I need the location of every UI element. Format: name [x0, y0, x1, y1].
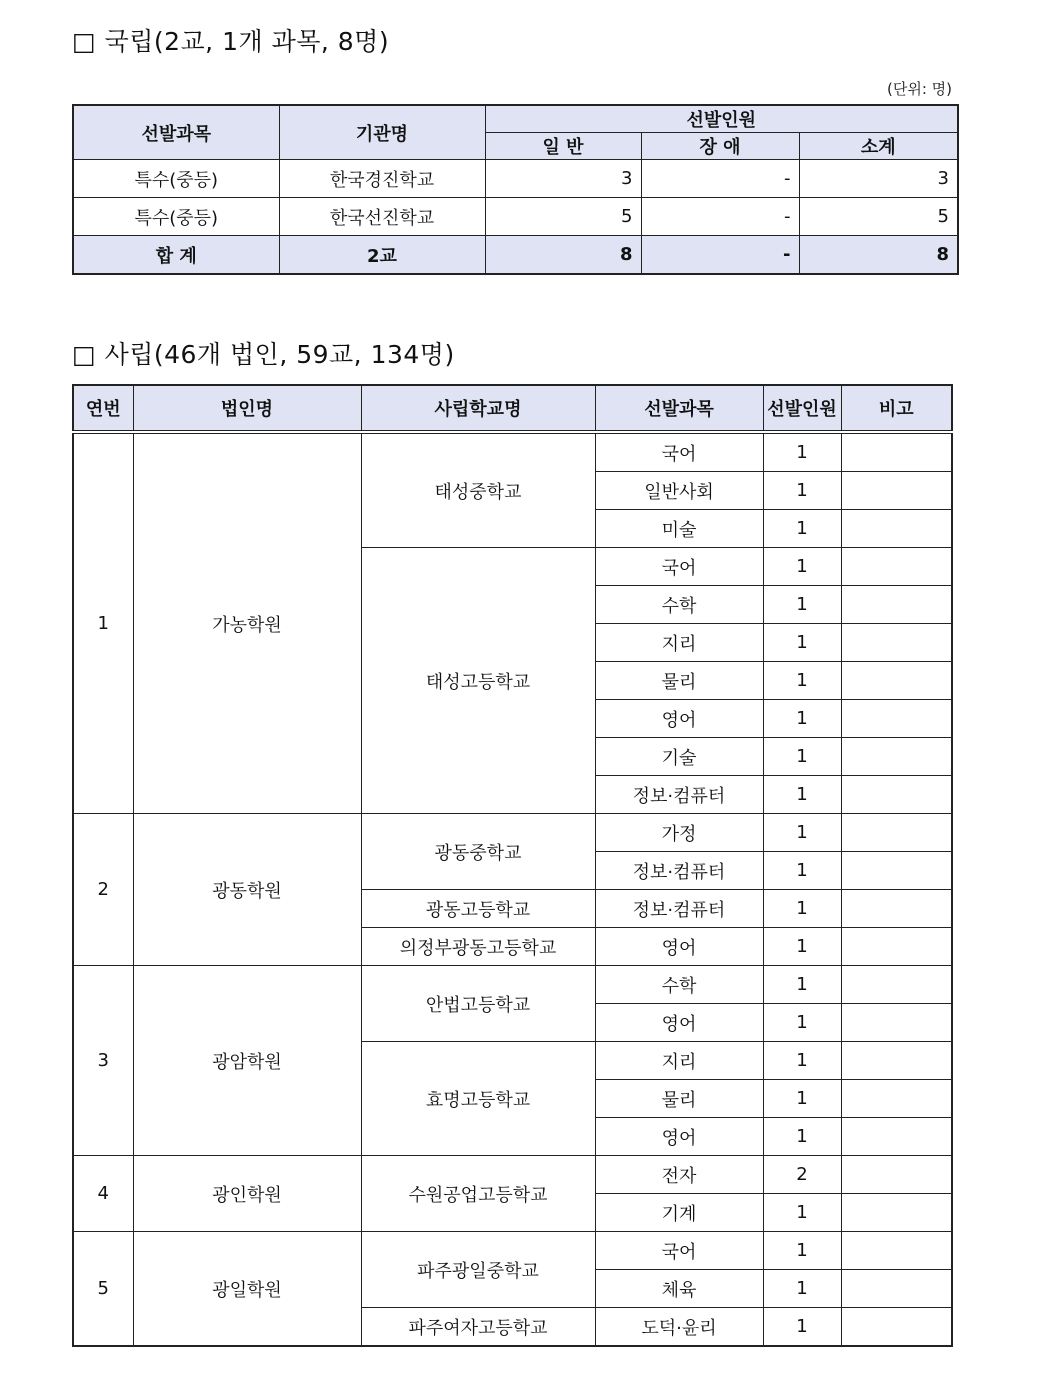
cell-subject: 영어: [595, 928, 763, 966]
cell-note: [841, 472, 952, 510]
cell-subject: 기술: [595, 738, 763, 776]
cell-no: 1: [73, 432, 133, 814]
national-table: [72, 104, 959, 275]
cell-subject: 영어: [595, 1004, 763, 1042]
cell-count: 1: [763, 586, 841, 624]
cell-note: [841, 1004, 952, 1042]
cell-note: [841, 738, 952, 776]
cell-subject: 정보·컴퓨터: [595, 852, 763, 890]
cell-school-name: 파주여자고등학교: [361, 1308, 595, 1347]
cell-subject: 물리: [595, 1080, 763, 1118]
cell-no: 2: [73, 814, 133, 966]
total-subtotal: 8: [799, 236, 958, 275]
cell-corp-name: 광인학원: [133, 1156, 361, 1232]
cell-subject: 특수(중등): [73, 198, 279, 236]
cell-no: 4: [73, 1156, 133, 1232]
table-row: [73, 198, 958, 236]
cell-count: 1: [763, 966, 841, 1004]
cell-note: [841, 852, 952, 890]
total-institution: 2교: [279, 236, 485, 275]
cell-count: 1: [763, 700, 841, 738]
header-subject: 선발과목: [595, 385, 763, 432]
cell-note: [841, 1118, 952, 1156]
cell-note: [841, 510, 952, 548]
cell-no: 5: [73, 1232, 133, 1347]
total-general: 8: [485, 236, 641, 275]
cell-subject: 지리: [595, 1042, 763, 1080]
cell-subject: 수학: [595, 966, 763, 1004]
cell-general: 3: [485, 160, 641, 198]
total-label: 합 계: [73, 236, 279, 275]
cell-school-name: 태성중학교: [361, 432, 595, 548]
header-note: 비고: [841, 385, 952, 432]
cell-count: 1: [763, 852, 841, 890]
cell-subject: 국어: [595, 1232, 763, 1270]
cell-subject: 체육: [595, 1270, 763, 1308]
cell-subject: 가정: [595, 814, 763, 852]
cell-corp-name: 가농학원: [133, 432, 361, 814]
header-subtotal: 소계: [799, 133, 958, 160]
cell-corp-name: 광암학원: [133, 966, 361, 1156]
cell-note: [841, 624, 952, 662]
cell-subject: 도덕·윤리: [595, 1308, 763, 1347]
header-corp: 법인명: [133, 385, 361, 432]
header-disabled: 장 애: [641, 133, 799, 160]
cell-subject: 영어: [595, 1118, 763, 1156]
cell-school-name: 광동고등학교: [361, 890, 595, 928]
header-subject: 선발과목: [73, 105, 279, 160]
cell-count: 1: [763, 1308, 841, 1347]
cell-school-name: 수원공업고등학교: [361, 1156, 595, 1232]
header-no: 연번: [73, 385, 133, 432]
cell-subject: 정보·컴퓨터: [595, 776, 763, 814]
cell-count: 1: [763, 776, 841, 814]
cell-corp-name: 광일학원: [133, 1232, 361, 1347]
cell-school-name: 안법고등학교: [361, 966, 595, 1042]
cell-count: 1: [763, 662, 841, 700]
cell-corp-name: 광동학원: [133, 814, 361, 966]
cell-note: [841, 700, 952, 738]
cell-note: [841, 1156, 952, 1194]
cell-note: [841, 432, 952, 472]
cell-disabled: -: [641, 198, 799, 236]
table-row: [73, 1232, 952, 1270]
cell-count: 1: [763, 1270, 841, 1308]
cell-subject: 지리: [595, 624, 763, 662]
cell-count: 1: [763, 1232, 841, 1270]
cell-note: [841, 586, 952, 624]
cell-subtotal: 5: [799, 198, 958, 236]
cell-note: [841, 1308, 952, 1347]
cell-count: 1: [763, 1004, 841, 1042]
cell-subject: 국어: [595, 548, 763, 586]
cell-note: [841, 1194, 952, 1232]
cell-disabled: -: [641, 160, 799, 198]
cell-count: 1: [763, 548, 841, 586]
header-institution: 기관명: [279, 105, 485, 160]
cell-subject: 전자: [595, 1156, 763, 1194]
cell-note: [841, 1080, 952, 1118]
national-section-title: □ 국립(2교, 1개 과목, 8명): [72, 27, 390, 56]
cell-subject: 영어: [595, 700, 763, 738]
cell-note: [841, 1232, 952, 1270]
cell-note: [841, 928, 952, 966]
cell-subject: 일반사회: [595, 472, 763, 510]
cell-institution: 한국선진학교: [279, 198, 485, 236]
cell-count: 1: [763, 510, 841, 548]
cell-count: 1: [763, 432, 841, 472]
unit-label: (단위: 명): [887, 80, 952, 98]
cell-note: [841, 1042, 952, 1080]
table-row: [73, 814, 952, 852]
cell-count: 1: [763, 1080, 841, 1118]
cell-subject: 특수(중등): [73, 160, 279, 198]
cell-school-name: 태성고등학교: [361, 548, 595, 814]
cell-count: 1: [763, 624, 841, 662]
private-section-title: □ 사립(46개 법인, 59교, 134명): [72, 340, 455, 369]
cell-note: [841, 776, 952, 814]
cell-school-name: 광동중학교: [361, 814, 595, 890]
cell-count: 1: [763, 1118, 841, 1156]
header-general: 일 반: [485, 133, 641, 160]
cell-subject: 물리: [595, 662, 763, 700]
cell-subject: 국어: [595, 432, 763, 472]
header-count: 선발인원: [763, 385, 841, 432]
total-row: [73, 236, 958, 275]
cell-institution: 한국경진학교: [279, 160, 485, 198]
cell-count: 1: [763, 1042, 841, 1080]
cell-school-name: 의정부광동고등학교: [361, 928, 595, 966]
table-row: [73, 966, 952, 1004]
cell-subject: 미술: [595, 510, 763, 548]
cell-school-name: 파주광일중학교: [361, 1232, 595, 1308]
table-row: [73, 432, 952, 472]
cell-school-name: 효명고등학교: [361, 1042, 595, 1156]
cell-count: 1: [763, 890, 841, 928]
cell-count: 1: [763, 472, 841, 510]
header-selection: 선발인원: [485, 105, 958, 133]
private-table-body: [73, 432, 952, 1346]
cell-general: 5: [485, 198, 641, 236]
cell-count: 1: [763, 814, 841, 852]
cell-count: 1: [763, 1194, 841, 1232]
cell-subject: 수학: [595, 586, 763, 624]
cell-note: [841, 548, 952, 586]
cell-note: [841, 814, 952, 852]
cell-no: 3: [73, 966, 133, 1156]
table-row: [73, 160, 958, 198]
cell-subject: 정보·컴퓨터: [595, 890, 763, 928]
cell-count: 2: [763, 1156, 841, 1194]
cell-note: [841, 966, 952, 1004]
cell-note: [841, 1270, 952, 1308]
table-row: [73, 1156, 952, 1194]
cell-count: 1: [763, 928, 841, 966]
cell-note: [841, 890, 952, 928]
cell-note: [841, 662, 952, 700]
cell-subject: 기계: [595, 1194, 763, 1232]
total-disabled: -: [641, 236, 799, 275]
cell-count: 1: [763, 738, 841, 776]
private-table: [72, 384, 953, 1347]
header-school: 사립학교명: [361, 385, 595, 432]
cell-subtotal: 3: [799, 160, 958, 198]
